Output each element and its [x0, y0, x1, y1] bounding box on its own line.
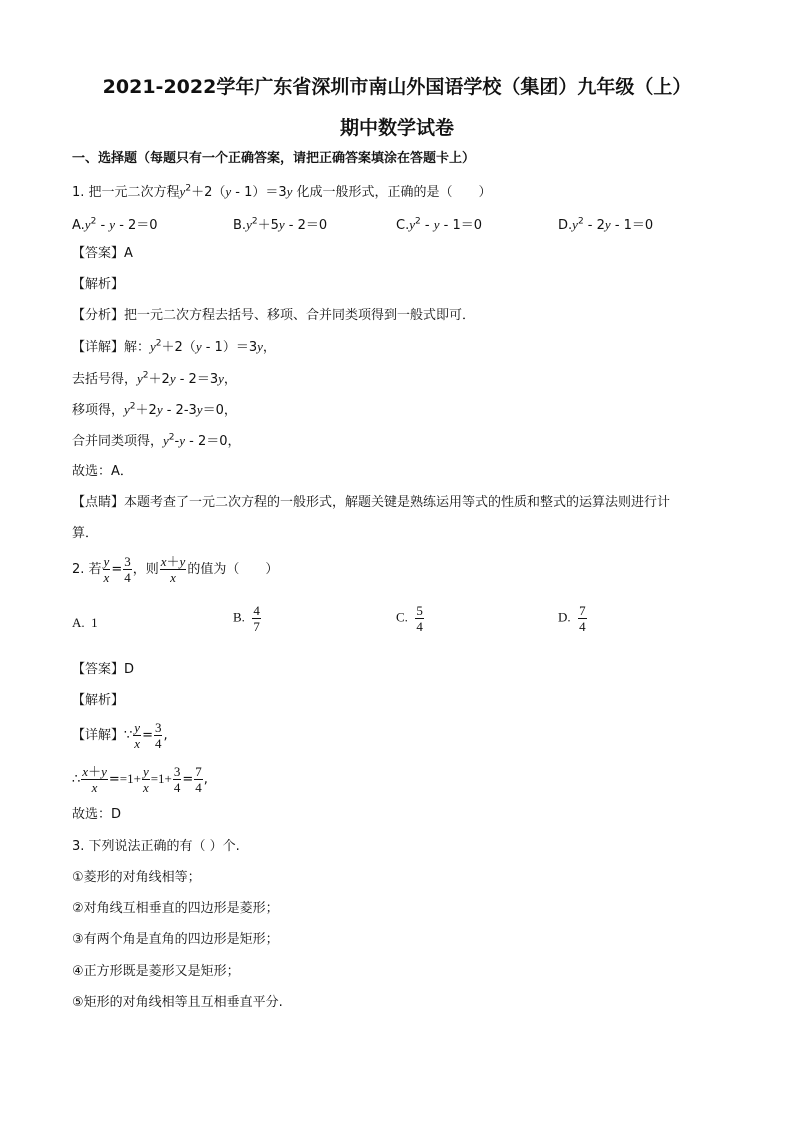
question-2-option-d: D. $\frac{7}{4}$ [558, 603, 586, 634]
question-3-item-5: ⑤矩形的对角线相等且互相垂直平分. [72, 995, 283, 1010]
question-1-detail: 【详解】解：$y^2+2(y - 1)=3y$， [72, 338, 276, 355]
question-3-item-3: ③有两个角是直角的四边形是矩形； [72, 932, 279, 947]
title-line-2: 期中数学试卷 [339, 117, 454, 139]
question-1-fenxi: 【分析】把一元二次方程去括号、移项、合并同类项得到一般式即可． [72, 308, 476, 323]
question-1-option-b: $B.y^2+5y - 2=0$ [233, 216, 328, 233]
question-1-step-3: 合并同类项得，$y^2-y - 2=0$， [72, 432, 241, 449]
question-2-stem: 2. 若 $\frac{y}{x}$ = $\frac{3}{4}$ ，则 $\frac{x+y}{x}$ 的值为（ ） [72, 554, 279, 585]
question-1-choose: 故选：A． [72, 464, 133, 479]
question-1-step-2: 移项得，$y^2+2y - 2-3y=0$， [72, 401, 237, 418]
question-2-option-b: B. $\frac{4}{7}$ [233, 603, 260, 634]
question-1-option-a: $A.y^2 - y - 2=0$ [72, 216, 158, 233]
question-2-jiexi: 【解析】 [72, 693, 125, 708]
question-1-step-1: 去括号得，$y^2+2y - 2=3y$， [72, 370, 237, 387]
question-1-dianjing-2: 算． [72, 526, 99, 541]
question-1-prefix: 1. 把一元二次方程 [72, 185, 180, 200]
section-heading: 一、选择题（每题只有一个正确答案，请把正确答案填涂在答题卡上） [72, 151, 476, 166]
question-1-jiexi: 【解析】 [72, 277, 125, 292]
question-2-derivation: ∴ $\frac{x+y}{x}$ ==1+ $\frac{y}{x}$ =1+ $\frac{3}{4}$ = $\frac{7}{4}$ , [72, 764, 208, 795]
question-1-dianjing-1: 【点睛】本题考查了一元二次方程的一般形式，解题关键是熟练运用等式的性质和整式的运算法则进行计 [72, 495, 671, 510]
question-2-choose: 故选：D [72, 807, 122, 822]
question-3-item-2: ②对角线互相垂直的四边形是菱形； [72, 901, 279, 916]
question-1-suffix: 化成一般形式，正确的是（ ） [296, 185, 492, 200]
title-line-1: 2021-2022学年广东省深圳市南山外国语学校（集团）九年级（上） [102, 76, 692, 98]
question-2-option-a: A. 1 [72, 615, 98, 630]
question-3-item-1: ①菱形的对角线相等； [72, 870, 201, 885]
question-3-item-4: ④正方形既是菱形又是矩形； [72, 964, 240, 979]
question-2-detail: 【详解】∵ $\frac{y}{x}$ = $\frac{3}{4}$ , [72, 720, 168, 751]
question-2-option-c: C. $\frac{5}{4}$ [396, 603, 423, 634]
question-1-option-d: $D.y^2 - 2y - 1=0$ [558, 216, 654, 233]
question-1-answer: 【答案】A [72, 246, 133, 261]
question-2-answer: 【答案】D [72, 662, 135, 677]
question-1-option-c: $C.y^2 - y - 1=0$ [396, 216, 482, 233]
question-3-stem: 3. 下列说法正确的有（ ）个. [72, 839, 240, 854]
question-1-stem: 1. 把一元二次方程$y^2+2(y - 1)=3y$ 化成一般形式，正确的是（ ） [72, 183, 492, 200]
